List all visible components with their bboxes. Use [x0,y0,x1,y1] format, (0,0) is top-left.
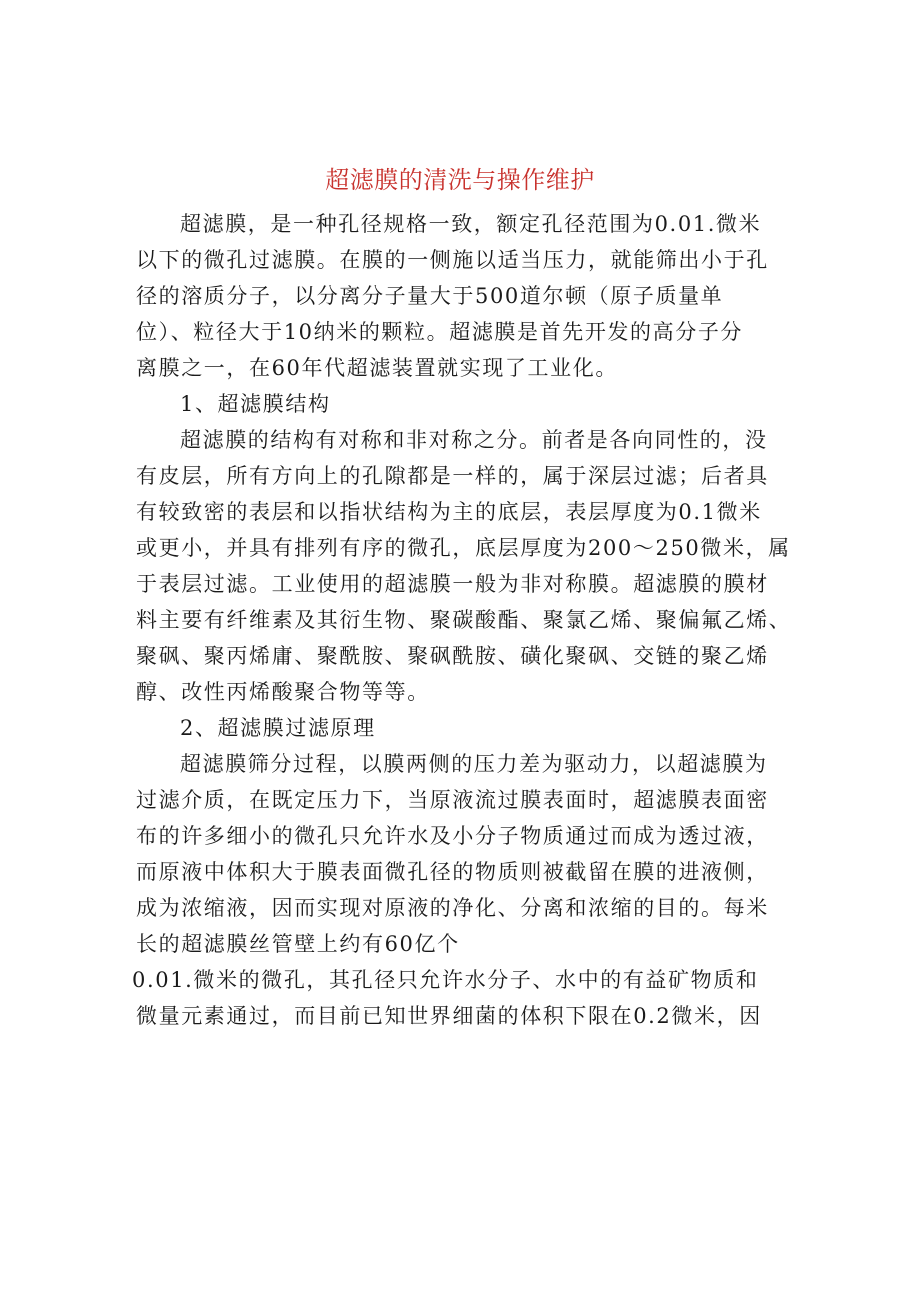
paragraph-line: 位）、粒径大于10纳米的颗粒。超滤膜是首先开发的高分子分 [136,320,744,344]
paragraph-line: 微量元素通过，而目前已知世界细菌的体积下限在0.2微米，因 [136,1004,762,1028]
paragraph-line: 成为浓缩液，因而实现对原液的净化、分离和浓缩的目的。每米 [136,896,769,920]
paragraph-line: 或更小，并具有排列有序的微孔，底层厚度为200～250微米，属 [136,536,791,560]
section-heading: 2、超滤膜过滤原理 [180,716,376,740]
section-heading: 1、超滤膜结构 [180,392,331,416]
paragraph-line: 以下的微孔过滤膜。在膜的一侧施以适当压力，就能筛出小于孔 [136,248,769,272]
document-title: 超滤膜的清洗与操作维护 [325,166,595,194]
paragraph-line: 有较致密的表层和以指状结构为主的底层，表层厚度为0.1微米 [136,500,762,524]
paragraph-line: 有皮层，所有方向上的孔隙都是一样的，属于深层过滤；后者具 [136,464,769,488]
paragraph-line: 径的溶质分子，以分离分子量大于500道尔顿（原子质量单 [136,284,724,308]
paragraph-line: 超滤膜，是一种孔径规格一致，额定孔径范围为0.01.微米 [180,212,762,236]
paragraph-line: 而原液中体积大于膜表面微孔径的物质则被截留在膜的进液侧， [136,860,769,884]
paragraph-line: 0.01.微米的微孔，其孔径只允许水分子、水中的有益矿物质和 [132,968,759,992]
paragraph-line: 布的许多细小的微孔只允许水及小分子物质通过而成为透过液， [136,824,769,848]
paragraph-line: 过滤介质，在既定压力下，当原液流过膜表面时，超滤膜表面密 [136,788,769,812]
paragraph-line: 于表层过滤。工业使用的超滤膜一般为非对称膜。超滤膜的膜材 [136,572,769,596]
paragraph-line: 聚砜、聚丙烯庸、聚酰胺、聚砜酰胺、磺化聚砜、交链的聚乙烯 [136,644,769,668]
paragraph-line: 超滤膜筛分过程，以膜两侧的压力差为驱动力，以超滤膜为 [180,752,768,776]
paragraph-line: 料主要有纤维素及其衍生物、聚碳酸酯、聚氯乙烯、聚偏氟乙烯、 [136,608,792,632]
paragraph-line: 醇、改性丙烯酸聚合物等等。 [136,680,430,704]
paragraph-line: 长的超滤膜丝管壁上约有60亿个 [136,932,460,956]
paragraph-line: 超滤膜的结构有对称和非对称之分。前者是各向同性的，没 [180,428,768,452]
paragraph-line: 离膜之一，在60年代超滤装置就实现了工业化。 [136,356,618,380]
